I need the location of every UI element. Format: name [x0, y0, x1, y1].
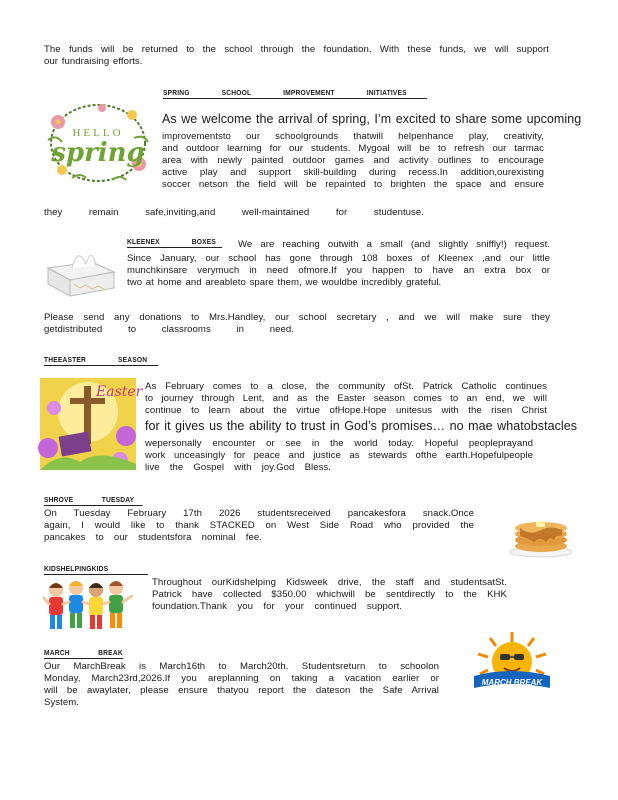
kleenex-line-first: We are reaching outwith a small (and slightly sniffly!) request. — [238, 239, 550, 250]
easter-line: live the Gospel with joy.God Bless. — [145, 462, 331, 473]
kids-holding-hands-icon — [42, 578, 138, 634]
march-heading: MARCH BREAK — [44, 648, 123, 657]
donation-line: getdistributed to classrooms in need. — [44, 324, 294, 335]
kleenex-paragraph — [127, 253, 550, 289]
khk-line: Throughout ourKidshelping Kidsweek drive, the staff and studentsatSt. — [152, 577, 507, 588]
spring-intro: As we welcome the arrival of spring, I’m excited to share some upcoming — [162, 112, 582, 126]
donation-line: Please send any donations to Mrs.Handley, our school secretary , and we will make sure they — [44, 312, 550, 323]
easter-paragraph-part1 — [145, 381, 547, 417]
kleenex-heading: KLEENEX BOXES — [127, 236, 222, 248]
kleenex-line: munchkinsare verymuch in need ofmore.If you happen to have an extra box or — [127, 265, 550, 276]
easter-big-line: for it gives us the ability to trust in God’s promises… no mae whatobstacles — [145, 419, 578, 433]
spring-line: area with newly painted outdoor games and activity outlines to encourage — [162, 155, 544, 166]
easter-line: continue to learn about the virtue ofHope.Hope unitesus with the risen Christ — [145, 405, 547, 416]
spring-line: active play and support skill-building during recess.In addition,ourexisting — [162, 167, 544, 178]
spring-script-text: spring — [51, 138, 145, 168]
march-line: will be awaylater, please ensure thatyou report the dateson the Safe Arrival — [44, 685, 439, 696]
march-line: Our MarchBreak is March16th to March20th. Studentsreturn to schoolon — [44, 661, 439, 672]
shrove-heading: SHROVE TUESDAY — [44, 494, 143, 506]
shrove-line: again, I would like to thank STACKED on West Side Road who provided the — [44, 520, 474, 531]
easter-line: work unceasingly for peace and justice as stewards ofthe earth.Hopefulpeople — [145, 450, 533, 461]
easter-line: to journey through Lent, and as the Easter season comes to an end, we will — [145, 393, 547, 404]
hello-spring-illustration — [42, 100, 154, 186]
shrove-paragraph — [44, 508, 474, 544]
march-break-image — [470, 630, 554, 690]
easter-word: Easter — [96, 384, 143, 400]
spring-line: soccer netson the field will be repainted to brighten the space and ensure — [162, 179, 544, 190]
march-paragraph — [44, 661, 439, 709]
easter-line: As February comes to a close, the community ofSt. Patrick Catholic continues — [145, 381, 547, 392]
spring-heading: SPRING SCHOOL IMPROVEMENT INITIATIVES — [163, 87, 427, 99]
march-break-sun-icon — [470, 630, 554, 690]
march-line: Monday, March23rd,2026.If you areplanning on taking a vacation earlier or — [44, 673, 439, 684]
khk-heading: KIDSHELPINGKIDS — [44, 563, 148, 575]
kids-image — [42, 578, 138, 634]
funds-paragraph — [44, 44, 549, 68]
khk-line: Patrick have collected $350.00 whichwill be sentdirectly to the KHK — [152, 589, 507, 600]
easter-image — [40, 378, 143, 470]
kid-figure — [49, 583, 63, 629]
spring-line: and outdoor learning for our students. Mygoal will be to refresh our tarmac — [162, 143, 544, 154]
hello-spring-image — [42, 100, 154, 186]
easter-paragraph-part2 — [145, 438, 533, 474]
march-break-label: MARCH BREAK — [481, 678, 543, 687]
khk-line: foundation.Thank you for your continued support. — [152, 601, 402, 612]
kleenex-box-image — [42, 242, 118, 298]
tissue-box-icon — [42, 242, 118, 298]
kleenex-line: Since January, our school has gone through 108 boxes of Kleenex ,and our little — [127, 253, 550, 264]
kleenex-donation-paragraph — [44, 312, 550, 336]
kleenex-line: two at home and areableto spare them, we wouldbe incredibly grateful. — [127, 277, 442, 288]
funds-line: our fundraising efforts. — [44, 56, 143, 67]
shrove-line: pancakes to our studentsfora nominal fee. — [44, 532, 262, 543]
kid-figure — [109, 581, 123, 628]
spring-line: improvementsto our schoolgrounds thatwill helpenhance play, creativity, — [162, 131, 544, 142]
shrove-line: On Tuesday February 17th 2026 studentsreceived pancakesfora snack.Once — [44, 508, 474, 519]
spring-paragraph-part2 — [44, 207, 424, 219]
easter-heading: THEEASTER SEASON — [44, 354, 158, 366]
spring-line: they remain safe,inviting,and well-maintained for studentuse. — [44, 207, 424, 218]
kid-figure — [89, 583, 103, 629]
khk-paragraph — [152, 577, 507, 613]
pancakes-image — [508, 508, 574, 558]
kid-figure — [69, 581, 83, 628]
easter-cross-illustration — [40, 378, 143, 470]
funds-line: The funds will be returned to the school through the foundation. With these funds, we will support — [44, 44, 549, 55]
hello-text: HELLO — [72, 127, 124, 139]
spring-paragraph-part1 — [162, 131, 544, 191]
easter-line: wepersonally encounter or see in the world today. Hopeful peopleprayand — [145, 438, 533, 449]
pancake-stack-icon — [508, 508, 574, 558]
march-line: System. — [44, 697, 80, 708]
